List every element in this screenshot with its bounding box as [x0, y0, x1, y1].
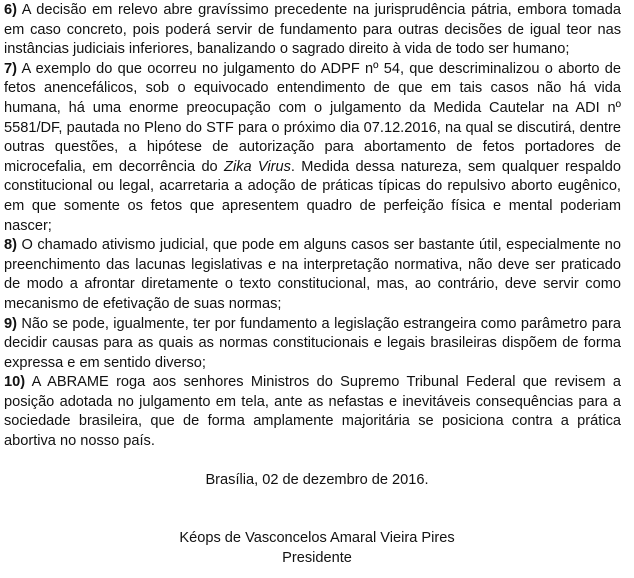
- item-number: 9): [4, 315, 17, 332]
- item-number: 7): [4, 60, 17, 77]
- signatory-name: Kéops de Vasconcelos Amaral Vieira Pires: [179, 530, 455, 546]
- item-text: A decisão em relevo abre gravíssimo precedente na jurisprudência pátria, embora tomada em caso concreto, pois poderá servir de fundamento para outras decisões de igual teor nas instâncias judiciais inferiores, banalizando o sagrado direito à vida de todo ser humano;: [4, 2, 621, 58]
- item-7: [4, 60, 621, 236]
- item-text: A ABRAME roga aos senhores Ministros do Supremo Tribunal Federal que revisem a posição adotada no julgamento em tela, ante as nefastas e inevitáveis consequências para a sociedade brasileira, que de forma amplamente majoritária se posiciona contra a prática abortiva no nosso país.: [4, 374, 622, 450]
- document-body: [4, 1, 621, 452]
- item-9: [4, 315, 621, 374]
- item-number: 6): [4, 2, 17, 18]
- item-10: [4, 373, 621, 451]
- item-italic-term: Zika Virus: [224, 158, 291, 175]
- item-6: [4, 1, 621, 60]
- item-8: [4, 236, 621, 314]
- item-text: A exemplo do que ocorreu no julgamento do ADPF nº 54, que descriminalizou o aborto de fetos anencefálicos, sob o equivocado entendimento de que em tais casos não há vida humana, há uma enorme preocupação com o julgamento da Medida Cautelar na ADI nº 5581/DF, pautada no Pleno do STF para o próximo dia 07.12.2016, na qual se discutirá, dentre outras questões, a hipótese de autorização para abortamento de fetos portadores de microcefalia, em decorrência do: [4, 60, 621, 175]
- place-date: Brasília, 02 de dezembro de 2016.: [205, 472, 429, 488]
- item-number: 10): [4, 374, 26, 391]
- item-text: Não se pode, igualmente, ter por fundamento a legislação estrangeira como parâmetro para decidir causas para as quais as normas constitucionais e legais brasileiras dispõem de forma expressa e em sentido diverso;: [4, 315, 621, 371]
- item-number: 8): [4, 237, 17, 254]
- signatory-role: Presidente: [282, 550, 352, 566]
- item-text-continued: . Medida dessa natureza, sem qualquer respaldo constitucional ou legal, acarretaria a adoção de práticas típicas do repulsivo aborto eugênico, em que somente os fetos que apresentem quadro de perfeição física e mental poderiam nascer;: [4, 158, 621, 234]
- item-text: O chamado ativismo judicial, que pode em alguns casos ser bastante útil, especialmente no preenchimento das lacunas legislativas e na interpretação normativa, não deve ser praticado de modo a afrontar diretamente o texto constitucional, mas, ao contrário, deve servir como mecanismo de efetivação de suas normas;: [4, 237, 621, 312]
